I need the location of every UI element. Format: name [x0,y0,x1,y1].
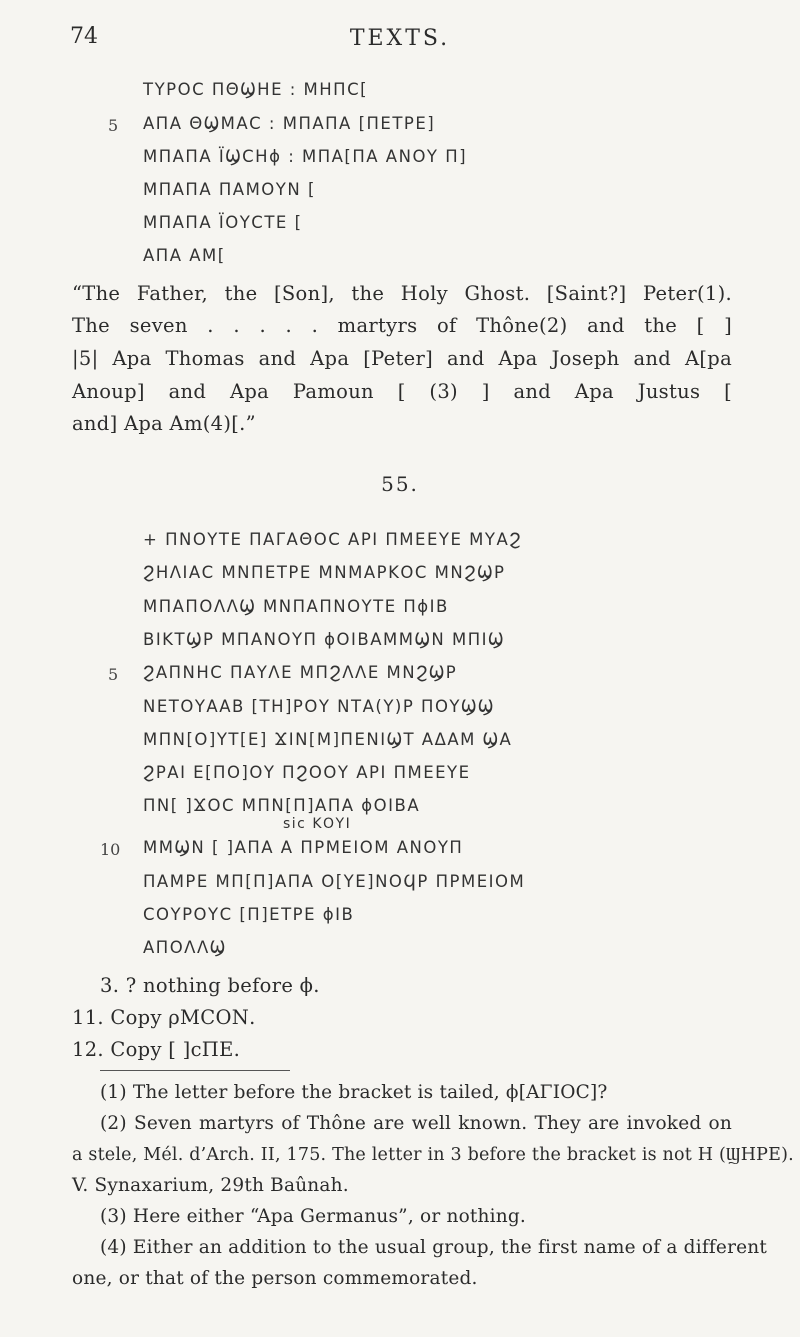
footnote-line: (4) Either an addition to the usual group, the first name of a different [100,1237,768,1258]
section-number: 55. [381,472,419,496]
running-title: TEXTS. [349,26,451,51]
coptic-line: ΠΝ[ ]ϪΟϹ ΜΠΝ[Π]ΑΠΑ ϕΟΙΒΑ [143,796,421,815]
translation-line: “The Father, the [Son], the Holy Ghost. [Saint?] Peter(1). [72,282,732,305]
coptic-line: ΜΠΝ[Ο]ΥΤ[Ε] ϪΙΝ[Μ]ΠΕΝΙϢΤ ΑΔΑΜ ϢΑ [143,730,513,749]
coptic-line: ΜΠΑΠΑ ΪΟΥϹΤΕ [ [143,213,303,232]
translation-line: |5| Apa Thomas and Apa [Peter] and Apa Joseph and A[pa [72,347,732,370]
footnote-line: (1) The letter before the bracket is tailed, ϕ[ΑΓΙΟϹ]? [100,1082,608,1103]
translation-line: and] Apa Am(4)[.” [72,412,256,435]
coptic-line: ΜΠΑΠΑ ΪϢϹΗϕ : ΜΠΑ[ΠΑ ΑΝΟΥ Π] [143,147,468,166]
coptic-line: ΜΠΑΠΑ ΠΑΜΟΥΝ [ [143,180,316,199]
coptic-line: ϨΑΠΝΗϹ ΠΑΥΛΕ ΜΠϨΛΛΕ ΜΝϨϢΡ [143,663,458,682]
translation-line: The seven . . . . . martyrs of Thône(2) and the [ ] [72,314,732,337]
line-number: 5 [108,665,119,684]
apparatus-note: 11. Copy ρΜϹΟΝ. [72,1006,256,1029]
coptic-line: ΑΠΑ ΑΜ[ [143,246,226,265]
footnote-line: (2) Seven martyrs of Thône are well known. They are invoked on [100,1113,732,1134]
coptic-line: ΑΠΟΛΛϢ [143,938,227,957]
coptic-line: ΠΑΜΡΕ ΜΠ[Π]ΑΠΑ Ο[ΥΕ]ΝΟϤΡ ΠΡΜΕΙΟΜ [143,872,526,891]
footnote-divider [100,1070,290,1071]
coptic-line: ΜΠΑΠΟΛΛϢ ΜΝΠΑΠΝΟΥΤΕ ΠϕΙΒ [143,597,449,616]
line-number: 10 [100,840,121,859]
coptic-line: + ΠΝΟΥΤΕ ΠΑΓΑΘΟϹ ΑΡΙ ΠΜΕΕΥΕ ΜΥΑϨ [143,530,523,549]
coptic-line: ΑΠΑ ΘϢΜΑϹ : ΜΠΑΠΑ [ΠΕΤΡΕ] [143,114,436,133]
footnote-line: V. Synaxarium, 29th Baûnah. [72,1175,349,1196]
coptic-line: ϹΟΥΡΟΥϹ [Π]ΕΤΡΕ ϕΙΒ [143,905,355,924]
footnote-line: (3) Here either “Apa Germanus”, or nothing. [100,1206,527,1227]
line-number: 5 [108,116,119,135]
coptic-line: ΜΜϢΝ [ ]ΑΠΑ Α ΠΡΜΕΙΟΜ ΑΝΟΥΠ [143,838,464,857]
footnote-line: a stele, Mél. d’Arch. II, 175. The letter in 3 before the bracket is not Η (ϢΗΡΕ). [72,1145,794,1165]
apparatus-note: 12. Copy [ ]ϲΠΕ. [72,1038,241,1061]
sic-annotation: sic ΚΟΥΙ [283,816,352,832]
coptic-line: ΝΕΤΟΥΑΑΒ [ΤΗ]ΡΟΥ ΝΤΑ(Υ)Ρ ΠΟΥϢϢ [143,697,495,716]
coptic-line: ϨΗΛΙΑϹ ΜΝΠΕΤΡΕ ΜΝΜΑΡΚΟϹ ΜΝϨϢΡ [143,563,506,582]
translation-line: Anoup] and Apa Pamoun [ (3) ] and Apa Justus [ [72,380,732,403]
coptic-line: ΤΥΡΟϹ ΠΘϢΗΕ : ΜΗΠϹ[ [143,80,369,99]
page-number: 74 [70,24,98,49]
footnote-line: one, or that of the person commemorated. [72,1268,478,1289]
coptic-line: ϨΡΑΙ Ε[ΠΟ]ΟΥ ΠϨΟΟΥ ΑΡΙ ΠΜΕΕΥΕ [143,763,471,782]
apparatus-note: 3. ? nothing before ϕ. [100,974,320,997]
coptic-line: ΒΙΚΤϢΡ ΜΠΑΝΟΥΠ ϕΟΙΒΑΜΜϢΝ ΜΠΙϢ [143,630,505,649]
page-header [70,24,730,54]
